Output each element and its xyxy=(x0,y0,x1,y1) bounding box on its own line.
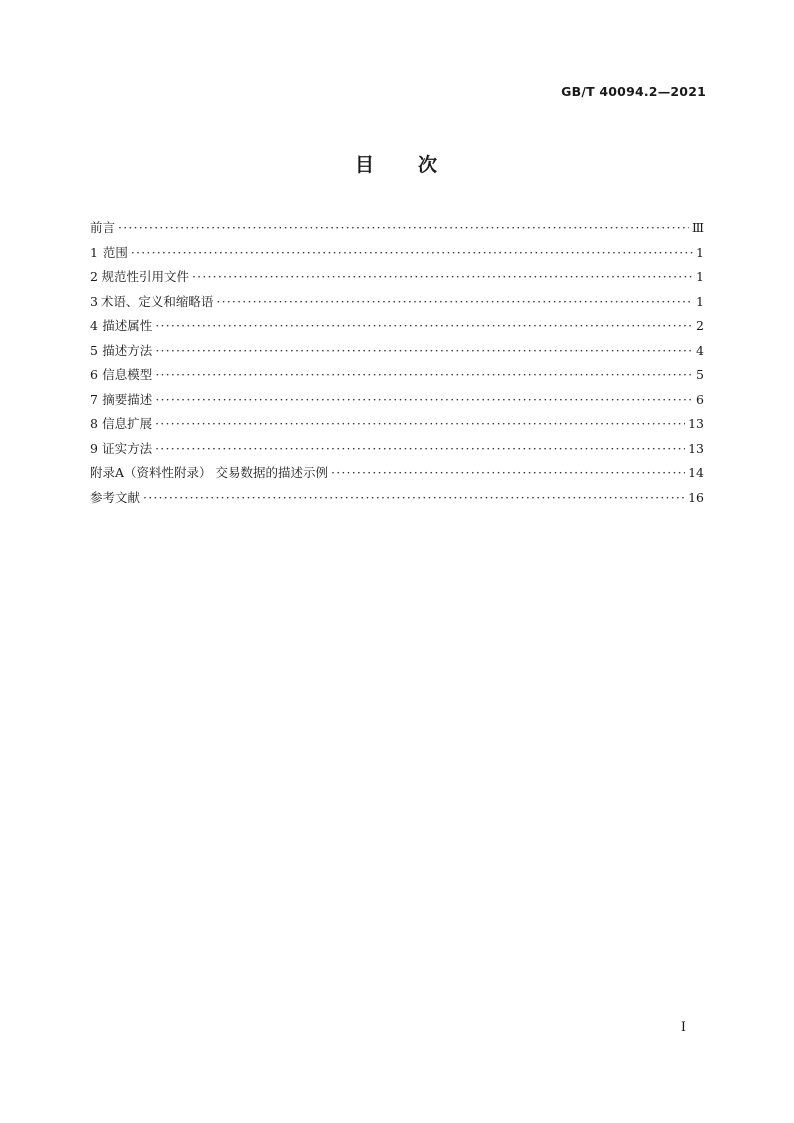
toc-entry-page: 13 xyxy=(688,416,704,431)
toc-entry-page: 2 xyxy=(696,318,704,333)
toc-entry-number: 2 xyxy=(90,269,98,284)
page-title-char-1: 目 xyxy=(354,154,376,176)
toc-entry-label: 参考文献 xyxy=(90,489,141,505)
toc-entry-page: 14 xyxy=(688,465,704,480)
toc-entry-label: 附录A（资料性附录） 交易数据的描述示例 xyxy=(90,465,329,480)
toc-entry-number: 1 xyxy=(90,244,98,260)
toc-entry-label: 规范性引用文件 xyxy=(101,269,189,284)
dot-leader xyxy=(192,265,693,290)
toc-entry-number: 7 xyxy=(90,391,98,407)
toc-entry-page: 4 xyxy=(696,342,704,358)
toc-entry-number: 9 xyxy=(90,440,98,456)
toc-entry-bibliography[interactable] xyxy=(90,486,704,511)
toc-entry-terms-definitions[interactable] xyxy=(90,290,704,315)
page-number: I xyxy=(680,1020,686,1035)
page-title-char-2: 次 xyxy=(418,154,440,176)
toc-entry-label: 描述方法 xyxy=(102,342,153,358)
toc-entry-information-model[interactable] xyxy=(90,363,704,388)
dot-leader xyxy=(155,388,693,413)
standard-code: GB/T 40094.2—2021 xyxy=(561,84,706,99)
toc-entry-number: 6 xyxy=(90,367,98,382)
toc-entry-number: 3 xyxy=(90,293,98,309)
toc-entry-page: 13 xyxy=(688,440,704,456)
dot-leader xyxy=(155,339,693,364)
dot-leader xyxy=(118,216,689,241)
toc-entry-description-attributes[interactable] xyxy=(90,314,704,339)
toc-entry-scope[interactable] xyxy=(90,241,704,266)
toc-entry-label: 信息扩展 xyxy=(102,416,153,431)
dot-leader xyxy=(331,461,685,486)
dot-leader xyxy=(155,363,693,388)
toc-entry-label: 前言 xyxy=(90,220,116,235)
toc-entry-page: 16 xyxy=(688,489,704,505)
toc-entry-summary-description[interactable] xyxy=(90,388,704,413)
toc-entry-page: 5 xyxy=(696,367,704,382)
toc-entry-page: Ⅲ xyxy=(691,220,704,235)
page-title xyxy=(0,150,794,177)
toc-entry-annex-a[interactable] xyxy=(90,461,704,486)
toc-entry-label: 信息模型 xyxy=(102,367,153,382)
toc-entry-label: 术语、定义和缩略语 xyxy=(100,293,214,309)
toc-entry-page: 6 xyxy=(696,391,704,407)
toc-entry-description-methods[interactable] xyxy=(90,339,704,364)
toc-entry-verification-methods[interactable] xyxy=(90,437,704,462)
dot-leader xyxy=(216,290,693,315)
toc-entry-information-extension[interactable] xyxy=(90,412,704,437)
toc-entry-label: 摘要描述 xyxy=(102,391,153,407)
toc-entry-label: 描述属性 xyxy=(102,318,153,333)
toc-entry-page: 1 xyxy=(696,269,704,284)
toc-entry-number: 8 xyxy=(90,416,98,431)
dot-leader xyxy=(155,314,693,339)
dot-leader xyxy=(155,437,685,462)
toc-entry-number: 5 xyxy=(90,342,98,358)
toc-entry-normative-references[interactable] xyxy=(90,265,704,290)
dot-leader xyxy=(143,486,685,511)
dot-leader xyxy=(131,241,693,266)
toc-entry-label: 证实方法 xyxy=(102,440,153,456)
toc-entry-label: 范围 xyxy=(102,244,128,260)
toc-entry-page: 1 xyxy=(696,293,704,309)
toc-entry-page: 1 xyxy=(696,244,704,260)
table-of-contents xyxy=(90,216,704,510)
toc-entry-foreword[interactable] xyxy=(90,216,704,241)
dot-leader xyxy=(155,412,685,437)
toc-entry-number: 4 xyxy=(90,318,98,333)
